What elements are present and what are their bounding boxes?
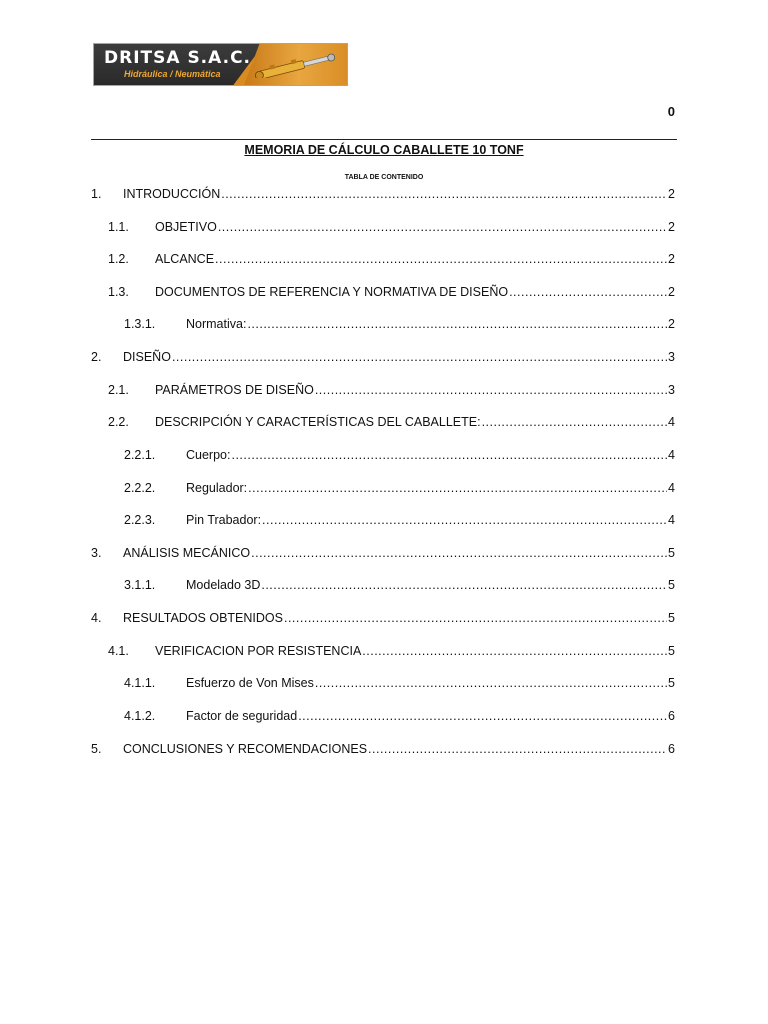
toc-entry-page: 3 bbox=[668, 350, 675, 364]
toc-entry-title: Normativa: bbox=[186, 317, 247, 331]
toc-dot-leader bbox=[509, 284, 667, 300]
toc-entry-number: 2.1. bbox=[108, 383, 129, 397]
toc-entry-page: 3 bbox=[668, 383, 675, 397]
toc-entry-number: 2.2. bbox=[108, 415, 129, 429]
toc-entry-number: 2.2.1. bbox=[124, 448, 156, 462]
logo-tagline: Hidráulica / Neumática bbox=[124, 69, 221, 79]
toc-entry-title: Factor de seguridad bbox=[186, 709, 298, 723]
toc-entry-page: 5 bbox=[668, 644, 675, 658]
toc-entry-number: 1. bbox=[91, 187, 102, 201]
toc-entry[interactable] bbox=[108, 249, 675, 267]
toc-entry[interactable] bbox=[124, 706, 675, 724]
hydraulic-cylinder-icon bbox=[252, 52, 342, 78]
toc-entry[interactable] bbox=[91, 184, 675, 202]
toc-entry[interactable] bbox=[91, 543, 675, 561]
toc-dot-leader bbox=[251, 545, 667, 561]
toc-entry-number: 3. bbox=[91, 546, 102, 560]
toc-entry-title: INTRODUCCIÓN bbox=[123, 187, 221, 201]
toc-dot-leader bbox=[368, 741, 667, 757]
toc-entry-page: 5 bbox=[668, 578, 675, 592]
toc-entry-title: Cuerpo: bbox=[186, 448, 231, 462]
toc-entry-number: 4. bbox=[91, 611, 102, 625]
toc-entry[interactable] bbox=[124, 478, 675, 496]
toc-entry-number: 4.1. bbox=[108, 644, 129, 658]
toc-entry-title: OBJETIVO bbox=[155, 220, 217, 234]
toc-dot-leader bbox=[362, 643, 667, 659]
toc-dot-leader bbox=[262, 512, 667, 528]
toc-entry[interactable] bbox=[108, 412, 675, 430]
toc-entry[interactable] bbox=[124, 445, 675, 463]
toc-entry-title: DESCRIPCIÓN Y CARACTERÍSTICAS DEL CABALLETE: bbox=[155, 415, 481, 429]
toc-entry-page: 4 bbox=[668, 513, 675, 527]
toc-entry-page: 5 bbox=[668, 546, 675, 560]
toc-entry[interactable] bbox=[91, 739, 675, 757]
toc-entry-page: 2 bbox=[668, 317, 675, 331]
toc-entry-title: ANÁLISIS MECÁNICO bbox=[123, 546, 251, 560]
toc-entry[interactable] bbox=[108, 380, 675, 398]
toc-entry[interactable] bbox=[91, 347, 675, 365]
toc-dot-leader bbox=[482, 414, 667, 430]
toc-entry-number: 1.3. bbox=[108, 285, 129, 299]
company-logo bbox=[93, 43, 348, 86]
toc-entry-number: 1.2. bbox=[108, 252, 129, 266]
toc-entry-title: Regulador: bbox=[186, 481, 248, 495]
toc-entry[interactable] bbox=[124, 510, 675, 528]
logo-company-name: DRITSA S.A.C. bbox=[104, 48, 252, 68]
page-number: 0 bbox=[667, 104, 675, 119]
toc-entry-page: 2 bbox=[668, 220, 675, 234]
toc-entry-title: RESULTADOS OBTENIDOS bbox=[123, 611, 283, 625]
toc-entry-page: 2 bbox=[668, 187, 675, 201]
toc-dot-leader bbox=[218, 219, 667, 235]
toc-dot-leader bbox=[231, 447, 667, 463]
toc-entry-page: 6 bbox=[668, 709, 675, 723]
toc-entry-title: Modelado 3D bbox=[186, 578, 261, 592]
toc-dot-leader bbox=[298, 708, 667, 724]
header-rule bbox=[91, 139, 677, 140]
toc-entry-page: 4 bbox=[668, 481, 675, 495]
toc-entry-title: PARÁMETROS DE DISEÑO bbox=[155, 383, 314, 397]
toc-entry-number: 4.1.1. bbox=[124, 676, 156, 690]
toc-entry-number: 1.1. bbox=[108, 220, 129, 234]
toc-entry-number: 2.2.2. bbox=[124, 481, 156, 495]
toc-entry-number: 4.1.2. bbox=[124, 709, 156, 723]
toc-entry-title: Pin Trabador: bbox=[186, 513, 262, 527]
toc-dot-leader bbox=[248, 480, 667, 496]
toc-entry-number: 2.2.3. bbox=[124, 513, 156, 527]
toc-entry[interactable] bbox=[124, 575, 675, 593]
toc-entry-title: CONCLUSIONES Y RECOMENDACIONES bbox=[123, 742, 368, 756]
toc-entry[interactable] bbox=[91, 608, 675, 626]
toc-dot-leader bbox=[172, 349, 667, 365]
toc-entry[interactable] bbox=[108, 282, 675, 300]
toc-entry[interactable] bbox=[108, 217, 675, 235]
toc-entry-page: 2 bbox=[668, 252, 675, 266]
toc-entry-number: 1.3.1. bbox=[124, 317, 156, 331]
toc-dot-leader bbox=[284, 610, 667, 626]
toc-entry-title: VERIFICACION POR RESISTENCIA bbox=[155, 644, 362, 658]
toc-entry[interactable] bbox=[124, 314, 675, 332]
toc-entry-page: 4 bbox=[668, 448, 675, 462]
toc-entry-page: 5 bbox=[668, 676, 675, 690]
toc-entry-title: Esfuerzo de Von Mises bbox=[186, 676, 314, 690]
toc-entry-page: 4 bbox=[668, 415, 675, 429]
toc-entry-page: 2 bbox=[668, 285, 675, 299]
toc-dot-leader bbox=[315, 675, 667, 691]
document-title: MEMORIA DE CÁLCULO CABALLETE 10 TONF bbox=[244, 143, 524, 157]
toc-entry-number: 3.1.1. bbox=[124, 578, 156, 592]
toc-entry-title: DOCUMENTOS DE REFERENCIA Y NORMATIVA DE DISEÑO bbox=[155, 285, 509, 299]
toc-dot-leader bbox=[215, 251, 667, 267]
toc-entry-number: 2. bbox=[91, 350, 102, 364]
toc-dot-leader bbox=[315, 382, 667, 398]
toc-entry-page: 6 bbox=[668, 742, 675, 756]
toc-dot-leader bbox=[221, 186, 667, 202]
toc-entry-number: 5. bbox=[91, 742, 102, 756]
toc-entry-page: 5 bbox=[668, 611, 675, 625]
toc-heading: TABLA DE CONTENIDO bbox=[344, 174, 424, 181]
toc-dot-leader bbox=[247, 316, 667, 332]
toc-entry-title: ALCANCE bbox=[155, 252, 215, 266]
toc-dot-leader bbox=[261, 577, 667, 593]
toc-entry[interactable] bbox=[108, 641, 675, 659]
toc-entry[interactable] bbox=[124, 673, 675, 691]
toc-entry-title: DISEÑO bbox=[123, 350, 171, 364]
